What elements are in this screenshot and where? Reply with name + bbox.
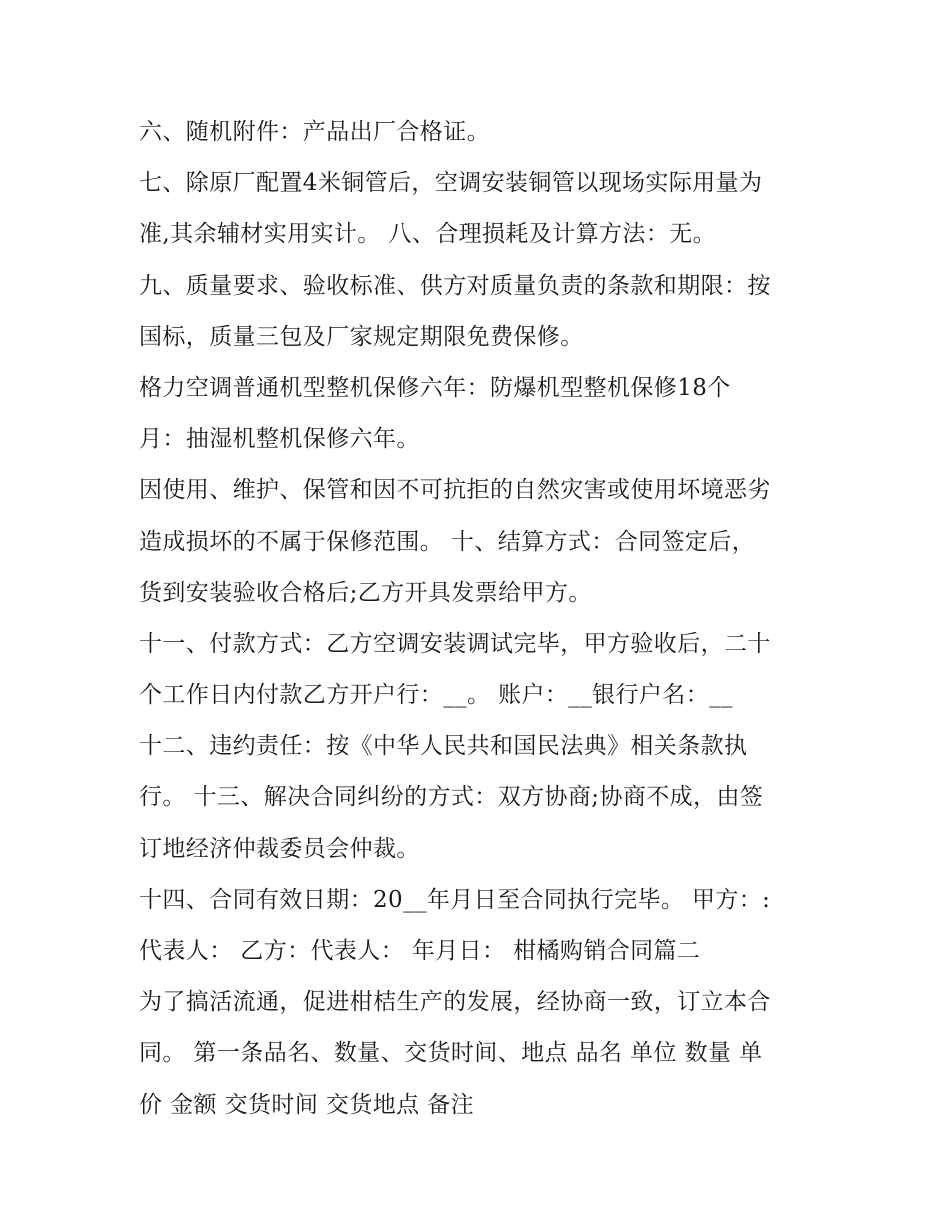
text-line: 十一、付款方式：乙方空调安装调试完毕，甲方验收后，二十 [139, 630, 771, 657]
contract-text-block [139, 107, 829, 1131]
text-line: 价 金额 交货时间 交货地点 备注 [139, 1091, 475, 1118]
text-line: 货到安装验收合格后;乙方开具发票给甲方。 [139, 579, 592, 606]
text-line: 格力空调普通机型整机保修六年：防爆机型整机保修18个 [139, 374, 731, 401]
text-line: 为了搞活流通，促进柑桔生产的发展，经协商一致，订立本合 [139, 989, 771, 1016]
text-line: 九、质量要求、验收标准、供方对质量负责的条款和期限：按 [139, 272, 771, 299]
text-line: 七、除原厂配置4米铜管后，空调安装铜管以现场实际用量为 [139, 170, 763, 197]
text-line: 个工作日内付款乙方开户行：__。 账户：__银行户名：__ [139, 682, 733, 709]
text-line: 十四、合同有效日期：20__年月日至合同执行完毕。 甲方：: [139, 886, 771, 913]
text-line: 六、随机附件：产品出厂合格证。 [139, 119, 490, 145]
text-line: 因使用、维护、保管和因不可抗拒的自然灾害或使用坏境恶劣 [139, 477, 771, 504]
text-line: 同。 第一条品名、数量、交货时间、地点 品名 单位 数量 单 [139, 1040, 763, 1067]
text-line: 准,其余辅材实用实计。 八、合理损耗及计算方法：无。 [139, 221, 717, 248]
text-line: 月：抽湿机整机保修六年。 [139, 426, 420, 453]
text-line: 造成损坏的不属于保修范围。 十、结算方式：合同签定后， [139, 528, 756, 555]
text-line: 十二、违约责任：按《中华人民共和国民法典》相关条款执 [139, 733, 748, 760]
text-line: 行。 十三、解决合同纠纷的方式：双方协商;协商不成，由签 [139, 784, 764, 811]
text-line: 订地经济仲裁委员会仲裁。 [139, 835, 420, 862]
text-line: 国标，质量三包及厂家规定期限免费保修。 [139, 323, 584, 350]
text-line: 代表人： 乙方：代表人： 年月日： 柑橘购销合同篇二 [139, 938, 701, 964]
